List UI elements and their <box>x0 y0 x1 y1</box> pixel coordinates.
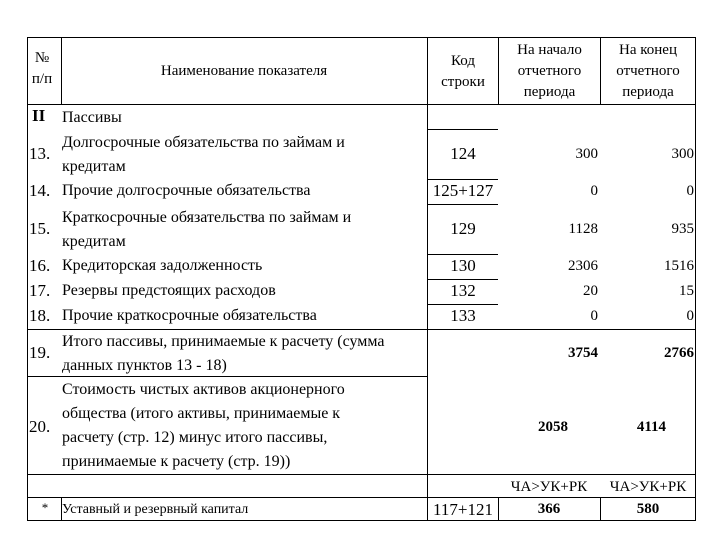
table-border-right <box>695 37 696 521</box>
row-separator <box>427 254 498 255</box>
row-end-value: 1516 <box>664 258 694 274</box>
row-start-value: 20 <box>583 283 598 299</box>
row-name: Резервы предстоящих расходов <box>62 282 276 299</box>
table-border-left <box>27 37 28 521</box>
row-num: 13. <box>29 144 51 163</box>
row-num: 15. <box>29 219 51 238</box>
row-name: Краткосрочные обязательства по займам и кредитам <box>62 209 352 250</box>
row-end-value: 0 <box>686 308 694 324</box>
row-name: Стоимость чистых активов акционерного общества (итого активы, принимаемые к расчету (стр. 12) минус итого пассивы, принимаемые к расчету (стр. 19)) <box>62 381 345 470</box>
row-code: 125+127 <box>432 181 494 200</box>
row-start-value: 0 <box>590 183 598 199</box>
row-separator <box>427 179 498 180</box>
header-code: Код строки <box>441 53 485 90</box>
row-num: 14. <box>29 181 51 200</box>
row-end-value: 0 <box>686 183 694 199</box>
row-code: 129 <box>450 219 476 238</box>
row-code: 133 <box>450 306 476 325</box>
row-start-value: 1128 <box>568 221 598 237</box>
capital-start-value: 366 <box>537 501 561 517</box>
row-name: Прочие долгосрочные обязательства <box>62 182 311 199</box>
row-separator <box>427 304 498 305</box>
row-end-value: 300 <box>671 146 694 162</box>
capital-name: Уставный и резервный капитал <box>62 502 249 517</box>
row-separator <box>427 204 498 205</box>
row-num: 16. <box>29 256 51 275</box>
column-separator <box>600 37 601 105</box>
capital-code: 117+121 <box>433 500 493 519</box>
capital-end-value: 580 <box>636 501 660 517</box>
row-start-value: 300 <box>575 146 598 162</box>
header-separator <box>27 104 696 105</box>
header-name: Наименование показателя <box>160 63 328 79</box>
table-border-top <box>27 37 696 38</box>
header-num: № п/п <box>31 50 53 87</box>
row-start-value: 2306 <box>568 258 598 274</box>
row-num: 19. <box>29 343 51 362</box>
header-start: На начало отчетного периода <box>517 42 582 100</box>
row-end-value: 15 <box>679 283 694 299</box>
row-start-value: 3754 <box>568 345 598 361</box>
row-num: 20. <box>29 417 51 436</box>
row-name: Кредиторская задолженность <box>62 257 263 274</box>
row-num: 18. <box>29 306 51 325</box>
row-name: Долгосрочные обязательства по займам и кредитам <box>62 134 345 175</box>
row-end-value: 2766 <box>664 345 694 361</box>
header-end: На конец отчетного периода <box>616 42 680 100</box>
row-separator <box>427 129 498 130</box>
section-num: II <box>32 106 46 125</box>
row-start-value: 0 <box>590 308 598 324</box>
row-num: 17. <box>29 281 51 300</box>
row-code: 132 <box>450 281 476 300</box>
row-code: 130 <box>450 256 476 275</box>
row-separator <box>27 474 696 475</box>
column-separator <box>427 37 428 521</box>
section-title: Пассивы <box>62 109 122 126</box>
row-separator <box>427 279 498 280</box>
row-end-value: 935 <box>671 221 694 237</box>
row-start-value: 2058 <box>538 419 568 435</box>
capital-num: * <box>41 500 49 515</box>
row-name: Прочие краткосрочные обязательства <box>62 307 317 324</box>
row-code: 124 <box>450 144 476 163</box>
row-end-value: 4114 <box>636 419 666 435</box>
column-separator <box>498 37 499 105</box>
row-name: Итого пассивы, принимаемые к расчету (сумма данных пунктов 13 - 18) <box>62 333 385 374</box>
comparison-start: ЧА>УК+РК <box>510 479 588 495</box>
comparison-end: ЧА>УК+РК <box>609 479 687 495</box>
